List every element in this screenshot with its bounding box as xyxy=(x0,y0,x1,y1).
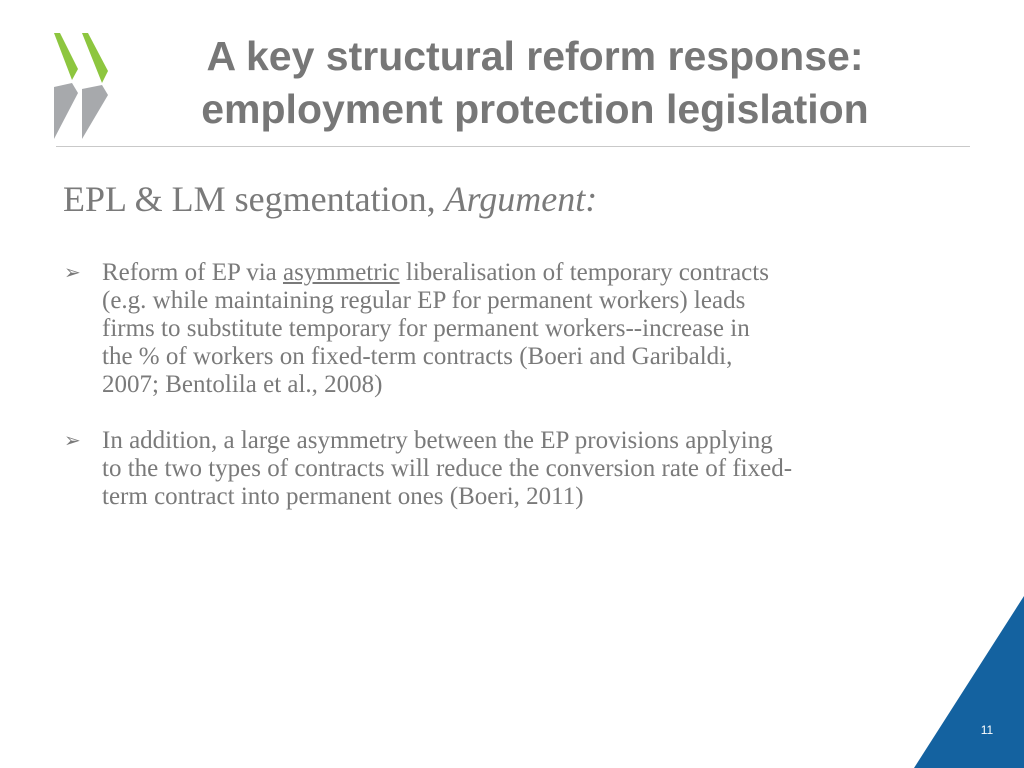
corner-triangle-decoration xyxy=(914,596,1024,768)
logo-chevron-left-gray xyxy=(54,83,78,139)
bullet-1-line-4: the % of workers on fixed-term contracts (Boeri and Garibaldi, xyxy=(102,343,733,370)
bullet-1-line-1-pre: Reform of EP via xyxy=(102,259,283,286)
title-divider xyxy=(56,146,970,147)
title-line-2: employment protection legislation xyxy=(201,86,869,132)
logo-chevron-left-green xyxy=(54,33,78,80)
page-number: 11 xyxy=(980,723,994,737)
arrowhead-bullet-icon: ➢ xyxy=(64,262,81,284)
slide-title xyxy=(120,30,950,136)
slide-subtitle xyxy=(63,178,597,220)
bullet-item-2 xyxy=(64,427,964,511)
oecd-logo xyxy=(54,33,110,139)
bullet-1-line-2: (e.g. while maintaining regular EP for permanent workers) leads xyxy=(102,287,746,314)
bullet-item-1 xyxy=(64,259,964,399)
bullet-1-line-5: 2007; Bentolila et al., 2008) xyxy=(102,371,383,398)
arrowhead-bullet-icon: ➢ xyxy=(64,430,81,452)
logo-chevron-right-green xyxy=(82,33,108,83)
subtitle-italic: Argument: xyxy=(444,179,598,219)
bullet-1-line-3: firms to substitute temporary for permanent workers--increase in xyxy=(102,315,750,342)
bullet-1-line-1-post: liberalisation of temporary contracts xyxy=(399,259,769,286)
title-line-1: A key structural reform response: xyxy=(206,33,864,79)
bullet-2-line-1: In addition, a large asymmetry between the EP provisions applying xyxy=(102,427,773,454)
underlined-term: asymmetric xyxy=(282,259,400,286)
bullet-1-line-1 xyxy=(102,259,964,287)
bullet-2-line-2: to the two types of contracts will reduce the conversion rate of fixed- xyxy=(102,455,793,482)
logo-chevron-right-gray xyxy=(82,85,108,139)
bullet-2-line-3: term contract into permanent ones (Boeri, 2011) xyxy=(102,483,584,510)
bullet-1-text xyxy=(102,259,964,399)
subtitle-text: EPL & LM segmentation, xyxy=(63,179,436,219)
bullet-2-text xyxy=(102,427,964,511)
